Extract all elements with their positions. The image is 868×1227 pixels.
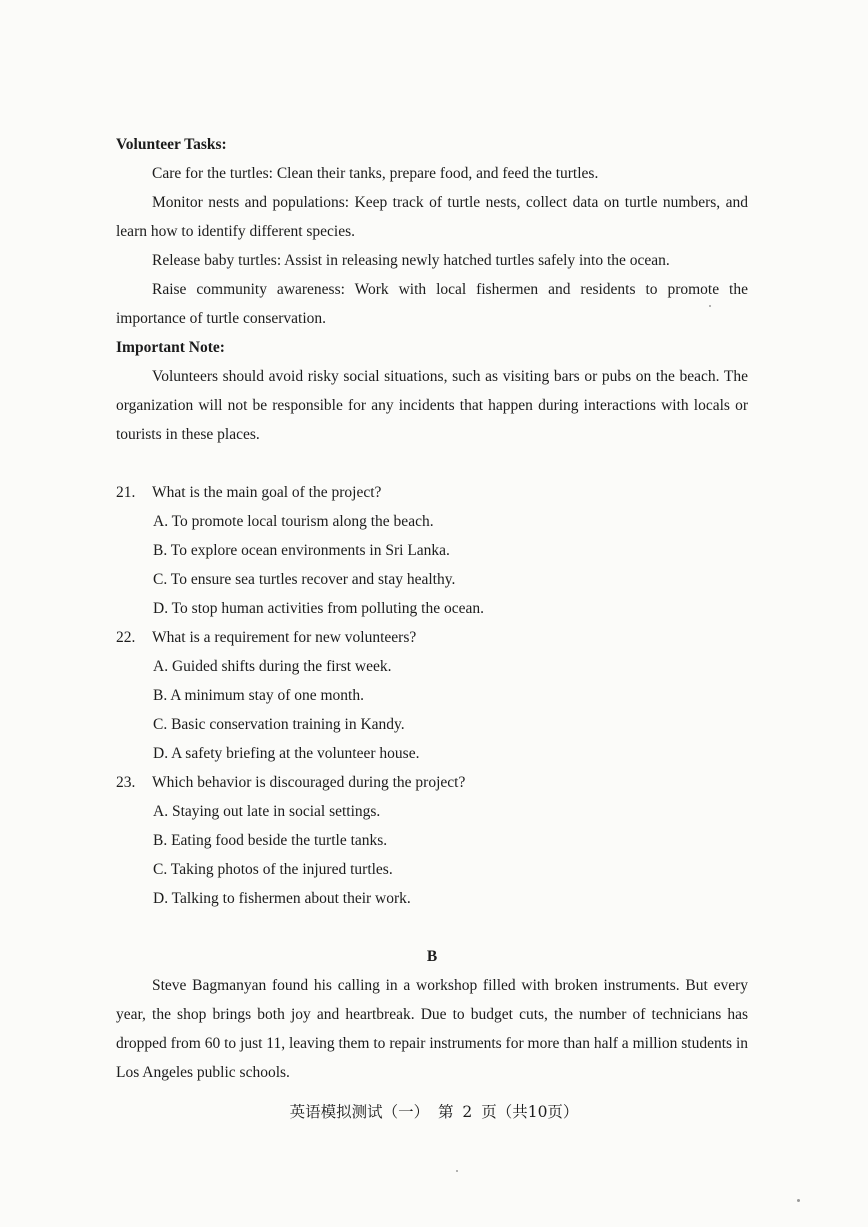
page-footer: 英语模拟测试（一） 第 2 页（共10页）: [289, 1103, 579, 1121]
question-22: [116, 623, 748, 768]
question-stem: [116, 768, 748, 797]
important-note-heading: Important Note:: [116, 339, 225, 356]
question-stem: [116, 478, 748, 507]
question-text: What is a requirement for new volunteers?: [152, 629, 417, 646]
scan-speck: [797, 1199, 800, 1202]
option-c: C. Taking photos of the injured turtles.: [153, 861, 393, 878]
question-21: [116, 478, 748, 623]
task-item: Care for the turtles: Clean their tanks, prepare food, and feed the turtles.: [152, 165, 599, 182]
option-d: D. To stop human activities from polluting the ocean.: [153, 600, 484, 617]
task-item: Raise community awareness: Work with local fishermen and residents to promote the importance of turtle conservation.: [116, 281, 748, 327]
question-stem: [116, 623, 748, 652]
section-b-label: B: [426, 948, 438, 965]
important-note-text: Volunteers should avoid risky social situations, such as visiting bars or pubs on the beach. The organization will not be responsible for any incidents that happen during interactions with locals or tourists in these places.: [116, 368, 748, 443]
option-c: C. Basic conservation training in Kandy.: [153, 716, 405, 733]
task-item: Release baby turtles: Assist in releasing newly hatched turtles safely into the ocean.: [152, 252, 670, 269]
question-number: 22.: [116, 629, 136, 646]
option-c: C. To ensure sea turtles recover and stay healthy.: [153, 571, 456, 588]
section-b-passage: Steve Bagmanyan found his calling in a workshop filled with broken instruments. But every year, the shop brings both joy and heartbreak. Due to budget cuts, the number of technicians has dropped from 60 to just 11, leaving them to repair instruments for more than half a million students in Los Angeles public schools.: [116, 977, 748, 1081]
option-b: B. A minimum stay of one month.: [153, 687, 364, 704]
option-a: A. To promote local tourism along the beach.: [153, 513, 434, 530]
option-a: A. Staying out late in social settings.: [153, 803, 381, 820]
task-item: Monitor nests and populations: Keep track of turtle nests, collect data on turtle numbers, and learn how to identify different species.: [116, 194, 748, 240]
option-d: D. Talking to fishermen about their work.: [153, 890, 411, 907]
question-number: 21.: [116, 484, 136, 501]
question-text: Which behavior is discouraged during the project?: [152, 774, 466, 791]
option-d: D. A safety briefing at the volunteer house.: [153, 745, 420, 762]
spacer: [116, 449, 748, 478]
option-b: B. Eating food beside the turtle tanks.: [153, 832, 388, 849]
question-text: What is the main goal of the project?: [152, 484, 382, 501]
option-a: A. Guided shifts during the first week.: [153, 658, 392, 675]
volunteer-tasks-heading: Volunteer Tasks:: [116, 136, 227, 153]
page-content: [116, 130, 748, 1087]
scan-speck: [709, 305, 711, 307]
question-23: [116, 768, 748, 913]
option-b: B. To explore ocean environments in Sri Lanka.: [153, 542, 450, 559]
scan-speck: [456, 1170, 458, 1172]
question-number: 23.: [116, 774, 136, 791]
